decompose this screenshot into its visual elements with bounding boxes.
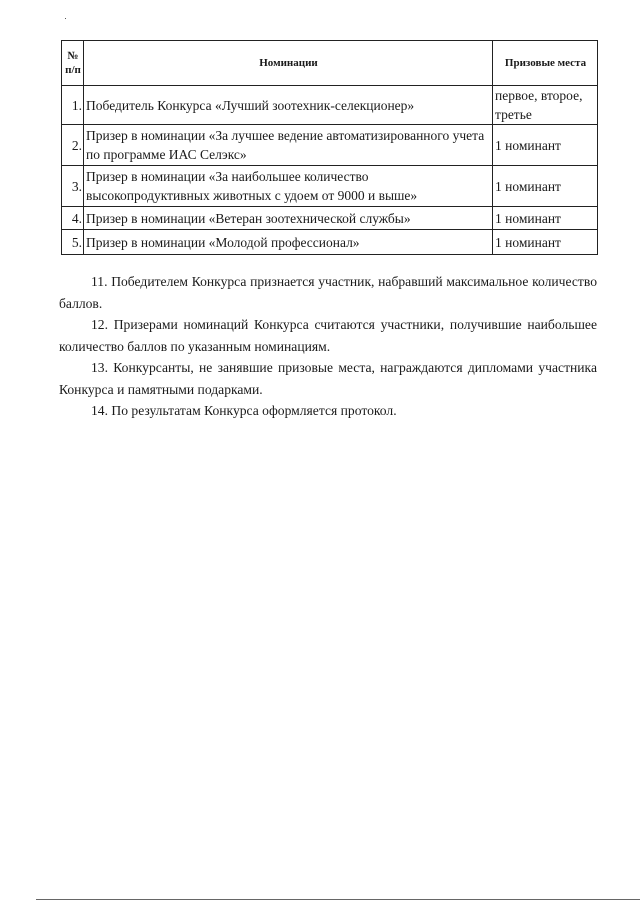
nominations-table xyxy=(61,40,598,255)
row-num: 4. xyxy=(62,207,84,230)
rules-text xyxy=(59,271,597,422)
table-row xyxy=(62,207,598,230)
row-prize: 1 номинант xyxy=(493,230,598,255)
row-nomination: Призер в номинации «За лучшее ведение автоматизированного учета по программе ИАС Селэкс» xyxy=(84,125,493,166)
row-num: 2. xyxy=(62,125,84,166)
paragraph: 11. Победителем Конкурса признается участник, набравший максимальное количество баллов. xyxy=(59,274,597,311)
table-row xyxy=(62,230,598,255)
paragraph: 14. По результатам Конкурса оформляется протокол. xyxy=(91,403,397,418)
row-prize: 1 номинант xyxy=(493,125,598,166)
row-num: 3. xyxy=(62,166,84,207)
row-prize: 1 номинант xyxy=(493,207,598,230)
row-nomination: Призер в номинации «Ветеран зоотехнической службы» xyxy=(84,207,493,230)
table-row xyxy=(62,125,598,166)
row-prize: первое, второе, третье xyxy=(493,86,598,125)
header-nomination: Номинации xyxy=(84,41,493,86)
row-nomination: Призер в номинации «За наибольшее количество высокопродуктивных животных с удоем от 9000 и выше» xyxy=(84,166,493,207)
row-prize: 1 номинант xyxy=(493,166,598,207)
table-header-row xyxy=(62,41,598,86)
row-nomination: Победитель Конкурса «Лучший зоотехник-селекционер» xyxy=(84,86,493,125)
scan-speck xyxy=(65,18,66,19)
header-num: № п/п xyxy=(62,41,84,86)
row-nomination: Призер в номинации «Молодой профессионал» xyxy=(84,230,493,255)
paragraph: 13. Конкурсанты, не занявшие призовые места, награждаются дипломами участника Конкурса и памятными подарками. xyxy=(59,360,597,397)
table-row xyxy=(62,86,598,125)
page-bottom-rule xyxy=(36,899,640,900)
paragraph: 12. Призерами номинаций Конкурса считаются участники, получившие наибольшее количество баллов по указанным номинациям. xyxy=(59,317,597,354)
row-num: 1. xyxy=(62,86,84,125)
header-prize: Призовые места xyxy=(493,41,598,86)
row-num: 5. xyxy=(62,230,84,255)
table-row xyxy=(62,166,598,207)
